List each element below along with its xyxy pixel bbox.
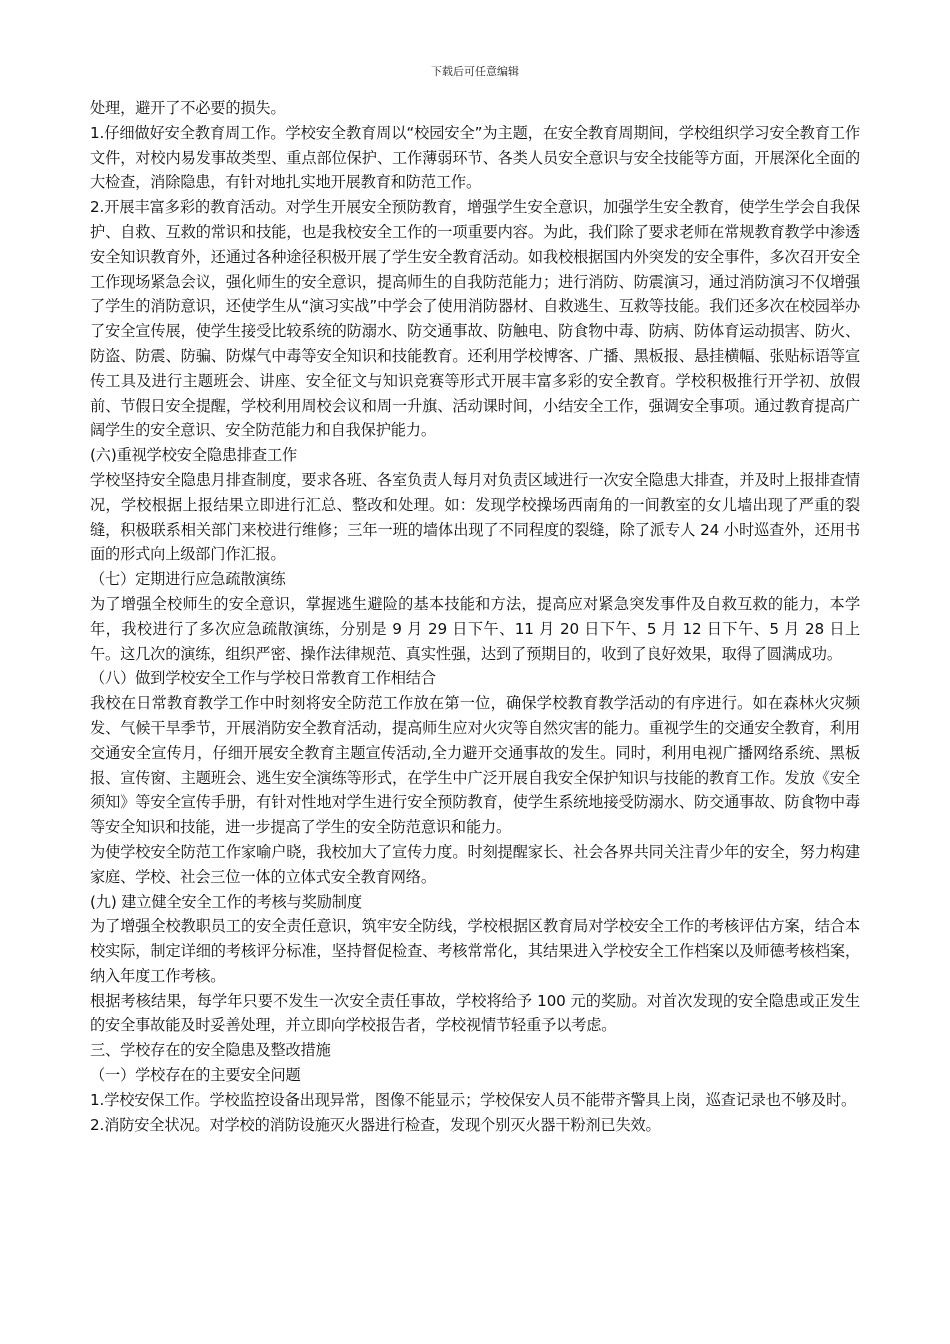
section-heading-nine: (九) 建立健全安全工作的考核与奖励制度: [90, 892, 362, 911]
document-body: [90, 96, 860, 1137]
paragraph-publicity: 为使学校安全防范工作家喻户晓，我校加大了宣传力度。时刻提醒家长、社会各界共同关注青少年的安全，努力构建家庭、学校、社会三位一体的立体式安全教育网络。: [90, 842, 860, 886]
section-heading-eight: （八）做到学校安全工作与学校日常教育工作相结合: [90, 669, 436, 688]
paragraph-assessment: 为了增强全校教职员工的安全责任意识，筑牢安全防线，学校根据区教育局对学校安全工作的考核评估方案，结合本校实际，制定详细的考核评分标准，坚持督促检查、考核常常化，其结果进入学校安全工作档案以及师德考核档案，纳入年度工作考核。: [90, 917, 860, 985]
paragraph-evacuation-drills: 为了增强全校师生的安全意识，掌握逃生避险的基本技能和方法，提高应对紧急突发事件及自救互救的能力，本学年，我校进行了多次应急疏散演练，分别是 9 月 29 日下午、11 月 20 日下午、5 月 12 日下午、5 月 28 日上午。这几次的演练，组织严密、操作法律规范、真实性强，达到了预期目的，收到了良好效果，取得了圆满成功。: [90, 594, 860, 663]
section-heading-part-three: 三、学校存在的安全隐患及整改措施: [90, 1041, 331, 1060]
paragraph-safety-week: 1.仔细做好安全教育周工作。学校安全教育周以“校园安全”为主题，在安全教育周期间，学校组织学习安全教育工作文件，对校内易发事故类型、重点部位保护、工作薄弱环节、各类人员安全意识与安全技能等方面，开展深化全面的大检查，消除隐患，有针对地扎实地开展教育和防范工作。: [90, 123, 860, 192]
paragraph-hazard-inspection: 学校坚持安全隐患月排查制度，要求各班、各室负责人每月对负责区域进行一次安全隐患大排查，并及时上报排查情况，学校根据上报结果立即进行汇总、整改和处理。如：发现学校操场西南角的一间教室的女儿墙出现了严重的裂缝，积极联系相关部门来校进行维修；三年一班的墙体出现了不同程度的裂缝，除了派专人 24 小时巡查外，还用书面的形式向上级部门作汇报。: [90, 470, 860, 564]
section-heading-six: (六)重视学校安全隐患排查工作: [90, 446, 298, 465]
paragraph-education-activities: 2.开展丰富多彩的教育活动。对学生开展安全预防教育，增强学生安全意识，加强学生安全教育，使学生学会自我保护、自救、互救的常识和技能，也是我校安全工作的一项重要内容。为此，我们除了要求老师在常规教育教学中渗透安全知识教育外，还通过各种途径积极开展了学生安全教育活动。如我校根据国内外突发的安全事件，多次召开安全工作现场紧急会议，强化师生的安全意识，提高师生的自我防范能力；进行消防、防震演习，通过消防演习不仅增强了学生的消防意识，还使学生从“演习实战”中学会了使用消防器材、自救逃生、互救等技能。我们还多次在校园举办了安全宣传展，使学生接受比较系统的防溺水、防交通事故、防触电、防食物中毒、防病、防体育运动损害、防火、防盗、防震、防骗、防煤气中毒等安全知识和技能教育。还利用学校博客、广播、黑板报、悬挂横幅、张贴标语等宣传工具及进行主题班会、讲座、安全征文与知识竞赛等形式开展丰富多彩的安全教育。学校积极推行开学初、放假前、节假日安全提醒，学校利用周校会议和周一升旗、活动课时间，小结安全工作，强调安全事项。通过教育提高广阔学生的安全意识、安全防范能力和自我保护能力。: [90, 198, 860, 440]
paragraph-reward: 根据考核结果，每学年只要不发生一次安全责任事故，学校将给予 100 元的奖励。对首次发现的安全隐患或正发生的安全事故能及时妥善处理，并立即向学校报告者，学校视情节轻重予以考虑。: [90, 991, 860, 1035]
paragraph-daily-education: 我校在日常教育教学工作中时刻将安全防范工作放在第一位，确保学校教育教学活动的有序进行。如在森林火灾频发、气候干旱季节，开展消防安全教育活动，提高师生应对火灾等自然灾害的能力。重视学生的交通安全教育，利用交通安全宣传月，仔细开展安全教育主题宣传活动,全力避开交通事故的发生。同时，利用电视广播网络系统、黑板报、宣传窗、主题班会、逃生安全演练等形式，在学生中广泛开展自我安全保护知识与技能的教育工作。发放《安全须知》等安全宣传手册，有针对性地对学生进行安全预防教育，使学生系统地接受防溺水、防交通事故、防食物中毒等安全知识和技能，进一步提高了学生的安全防范意识和能力。: [90, 694, 860, 837]
paragraph-continuation: 处理，避开了不必要的损失。: [90, 99, 286, 117]
paragraph-fire-safety: 2.消防安全状况。对学校的消防设施灭火器进行检查，发现个别灭火器干粉剂已失效。: [90, 1115, 661, 1134]
section-heading-main-problems: （一）学校存在的主要安全问题: [90, 1066, 301, 1085]
section-heading-seven: （七）定期进行应急疏散演练: [90, 570, 286, 589]
paragraph-security-work: 1.学校安保工作。学校监控设备出现异常，图像不能显示；学校保安人员不能带齐警具上岗，巡查记录也不够及时。: [90, 1090, 857, 1109]
page-header: 下载后可任意编辑: [431, 65, 519, 78]
